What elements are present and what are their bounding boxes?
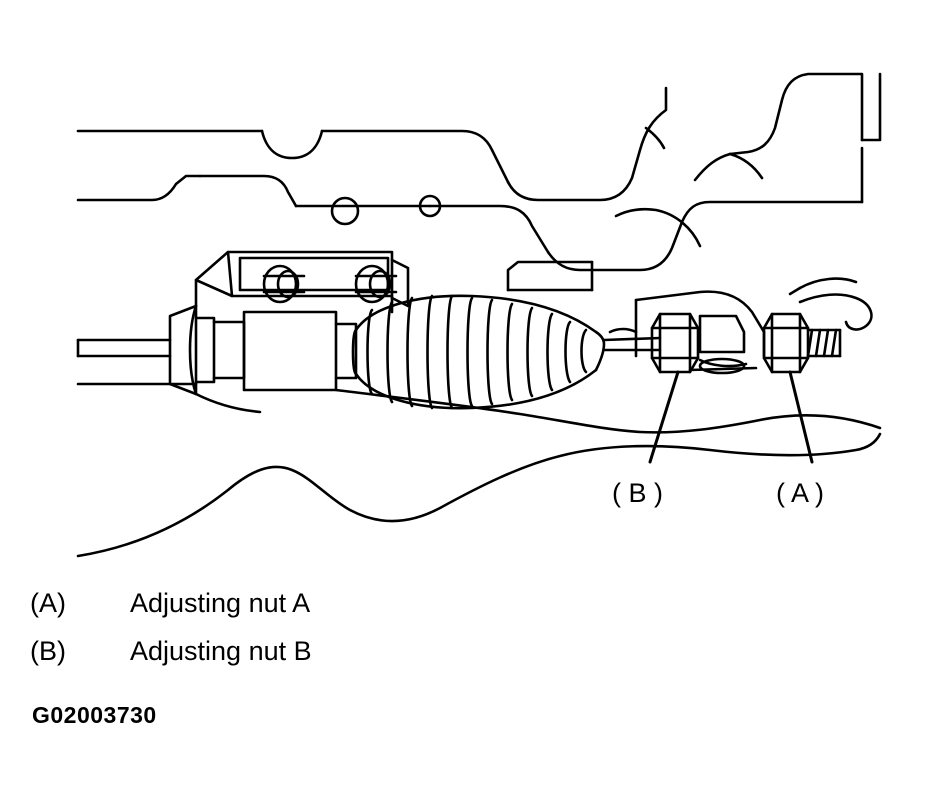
body-detail-notch-b bbox=[730, 154, 762, 178]
body-right-edge-outer bbox=[862, 74, 880, 140]
figure-code: G02003730 bbox=[32, 702, 157, 728]
boot-convolution-2 bbox=[388, 302, 393, 402]
boot-convolution-6 bbox=[468, 298, 473, 406]
bracket-inner-panel bbox=[700, 316, 744, 352]
mount-plate-side bbox=[392, 260, 408, 306]
boot-convolution-4 bbox=[428, 296, 433, 408]
body-contour-lower-tunnel bbox=[548, 202, 862, 270]
boot-convolution-3 bbox=[408, 298, 413, 406]
thread-3 bbox=[824, 330, 828, 356]
boot-convolution-10 bbox=[548, 314, 553, 390]
hook-arm bbox=[800, 295, 871, 330]
cylinder-to-floor bbox=[196, 394, 260, 412]
boot-convolution-8 bbox=[508, 304, 513, 400]
thread-4 bbox=[832, 330, 836, 356]
mount-plate-inner bbox=[240, 258, 388, 290]
boot-convolution-12 bbox=[582, 330, 587, 372]
body-arch-right-inner bbox=[616, 209, 700, 246]
panel-hole-left bbox=[332, 198, 358, 224]
bracket-detail-left bbox=[508, 262, 592, 290]
mount-plate-fold bbox=[228, 252, 232, 296]
floor-contour-lower bbox=[78, 434, 880, 556]
legend-key-b: (B) bbox=[30, 636, 66, 666]
boot-convolution-11 bbox=[566, 322, 571, 382]
body-contour-tunnel-right bbox=[695, 74, 862, 180]
boot-convolution-7 bbox=[488, 300, 493, 404]
callout-label-a: ( A ) bbox=[776, 478, 825, 508]
legend-row-b bbox=[30, 636, 530, 684]
cylinder-body bbox=[244, 312, 336, 390]
body-detail-notch-a bbox=[646, 128, 664, 148]
boot-convolution-1 bbox=[368, 310, 373, 394]
body-step-left bbox=[78, 176, 200, 200]
boot-convolution-9 bbox=[528, 308, 533, 396]
boot-convolution-5 bbox=[448, 296, 453, 408]
callout-label-b: ( B ) bbox=[612, 478, 663, 508]
hook-arm-upper bbox=[800, 279, 856, 288]
cylinder-collar bbox=[196, 318, 214, 382]
legend-label-b: Adjusting nut B bbox=[130, 636, 312, 666]
boot-right-cap bbox=[596, 332, 604, 370]
figure-legend bbox=[30, 588, 530, 684]
nut-a-hex bbox=[764, 314, 808, 372]
thread-2 bbox=[816, 330, 820, 356]
body-arch-left bbox=[262, 131, 322, 158]
leader-line-b bbox=[650, 372, 678, 462]
legend-key-a: (A) bbox=[30, 588, 66, 618]
body-contour-tunnel-left bbox=[508, 88, 666, 200]
body-line-upper-mid bbox=[322, 131, 508, 182]
legend-row-a bbox=[30, 588, 530, 636]
hook-connector bbox=[790, 288, 800, 294]
legend-label-a: Adjusting nut A bbox=[130, 588, 311, 618]
cylinder-collar-2 bbox=[214, 322, 244, 378]
rod-shoulder bbox=[610, 329, 636, 332]
body-line-mid-right bbox=[430, 206, 548, 252]
body-step-left-2 bbox=[200, 176, 296, 206]
